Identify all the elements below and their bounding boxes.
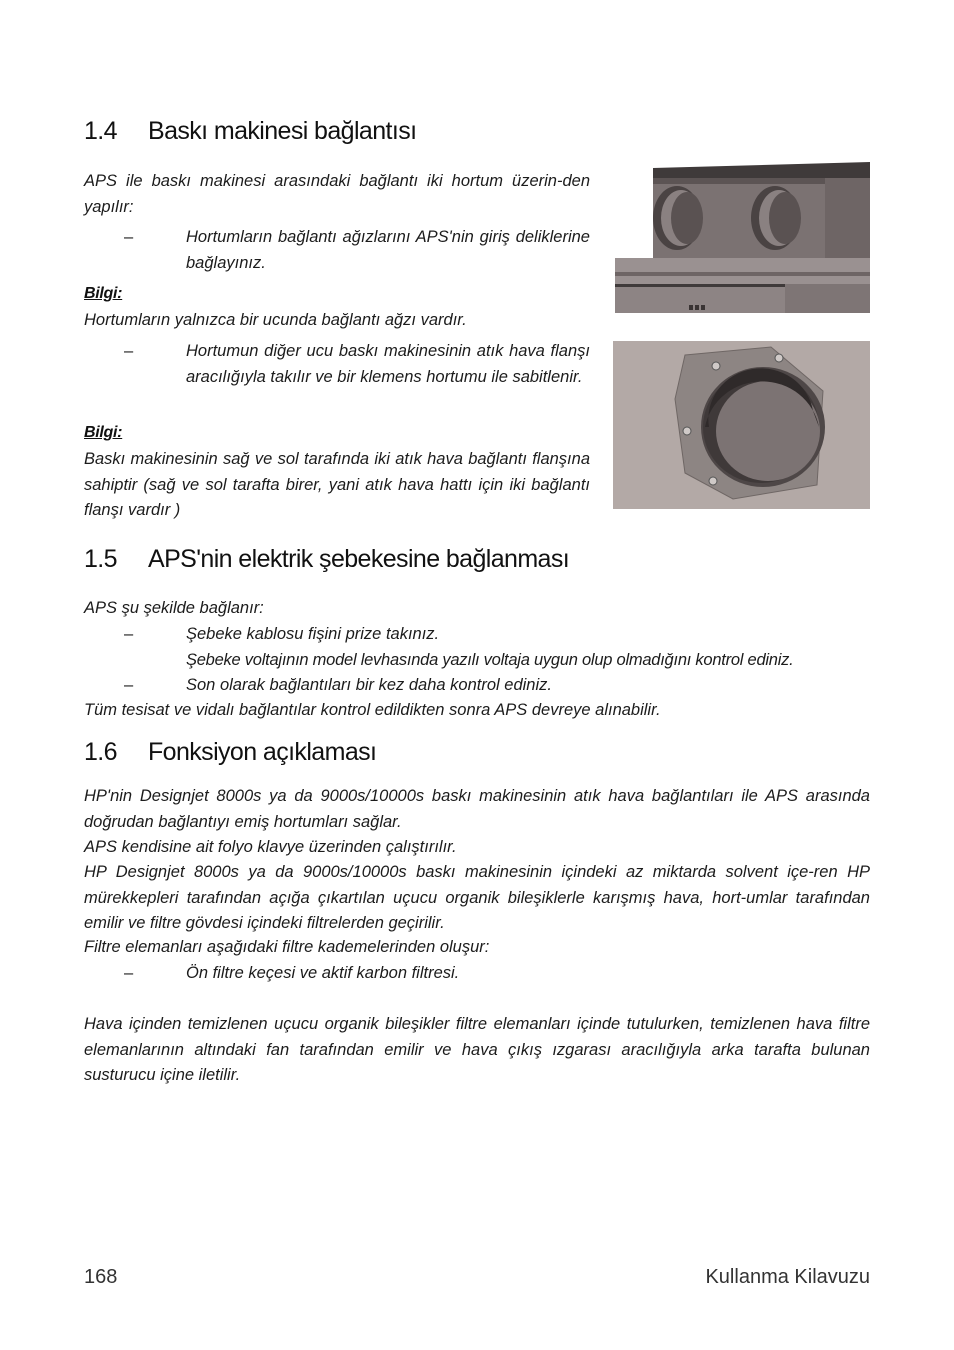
- page-number: 168: [84, 1266, 118, 1288]
- section-1-4-bullet-1: [84, 225, 590, 277]
- bullet-text: Ön filtre keçesi ve aktif karbon filtresi.: [186, 964, 460, 982]
- exhaust-flange-illustration: [613, 341, 870, 509]
- bullet-text: Son olarak bağlantıları bir kez daha kontrol ediniz.: [186, 676, 552, 694]
- section-heading-1-4: [84, 117, 416, 146]
- bullet-text: Hortumların bağlantı ağızlarını APS'nin giriş deliklerine bağlayınız.: [186, 228, 590, 272]
- section-1-6-para-4: Filtre elemanları aşağıdaki filtre kademelerinden oluşur:: [84, 938, 490, 956]
- section-heading-1-6: [84, 738, 376, 767]
- bullet-text: Hortumun diğer ucu baskı makinesinin atık hava flanşı aracılığıyla takılır ve bir klemens hortumu ile sabitlenir.: [186, 342, 590, 386]
- info-text: Baskı makinesinin sağ ve sol tarafında iki atık hava bağlantı flanşına sahiptir (sağ ve sol tarafta birer, yani atık hava hattı için iki bağlantı flanşı vardır ): [84, 450, 590, 519]
- section-title: Fonksiyon açıklaması: [148, 738, 377, 766]
- bullet-dash: –: [124, 676, 134, 694]
- bullet-text: Şebeke kablosu fişini prize takınız.: [186, 625, 440, 643]
- aps-inlets-illustration: [615, 160, 870, 313]
- section-1-4-bullet-2: [84, 339, 590, 417]
- section-1-6-para-5: Hava içinden temizlenen uçucu organik bileşikler filtre elemanları içinde tutulurken, temizlenen hava filtre elemanlarının altındaki fan tarafından emilir ve hava çıkış ızgarası aracılığıyla arka tarafta bulunan susturucu içine iletilir.: [84, 1015, 870, 1084]
- section-1-5-intro: APS şu şekilde bağlanır:: [84, 599, 264, 617]
- section-1-5-closing: Tüm tesisat ve vidalı bağlantılar kontrol edildikten sonra APS devreye alınabilir.: [84, 701, 661, 719]
- info-text: Hortumların yalnızca bir ucunda bağlantı ağzı vardır.: [84, 311, 467, 329]
- section-number: 1.4: [84, 117, 117, 145]
- bullet-subtext: Şebeke voltajının model levhasında yazılı voltaja uygun olup olmadığını kontrol ediniz.: [186, 650, 794, 669]
- bullet-dash: –: [124, 964, 134, 982]
- section-number: 1.6: [84, 738, 117, 766]
- section-1-6-bullet-1: [84, 961, 870, 987]
- section-1-6-para-3: HP Designjet 8000s ya da 9000s/10000s baskı makinesinin içindeki az miktarda solvent içe-ren HP mürekkepleri tarafından açığa çıkartılan uçucu organik bileşiklerle karışmış hava, hort-umlar tarafından emilir ve filtre gövdesi içindeki filtrelerden geçirilir.: [84, 863, 870, 932]
- section-title: APS'nin elektrik şebekesine bağlanması: [148, 545, 570, 573]
- section-title: Baskı makinesi bağlantısı: [148, 117, 417, 145]
- section-1-6-para-1: HP'nin Designjet 8000s ya da 9000s/10000s baskı makinesinin atık hava bağlantıları ile APS arasında doğrudan bağlantıyı emiş hortumları sağlar.: [84, 787, 870, 831]
- bullet-dash: –: [124, 342, 134, 360]
- section-1-6-para-2: APS kendisine ait folyo klavye üzerinden çalıştırılır.: [84, 838, 457, 856]
- manual-title: Kullanma Kilavuzu: [705, 1266, 870, 1288]
- exhaust-flange-figure: [613, 341, 870, 509]
- section-1-5-bullet-2: [84, 673, 870, 699]
- info-label: Bilgi:: [84, 424, 123, 441]
- section-heading-1-5: [84, 545, 569, 574]
- section-1-4-intro: APS ile baskı makinesi arasındaki bağlantı iki hortum üzerin-den yapılır:: [84, 172, 590, 216]
- bullet-dash: –: [124, 625, 134, 643]
- bullet-dash: –: [124, 228, 134, 246]
- section-number: 1.5: [84, 545, 117, 573]
- aps-inlets-figure: [615, 160, 870, 313]
- section-1-5-bullet-1: [84, 622, 870, 674]
- info-label: Bilgi:: [84, 285, 123, 302]
